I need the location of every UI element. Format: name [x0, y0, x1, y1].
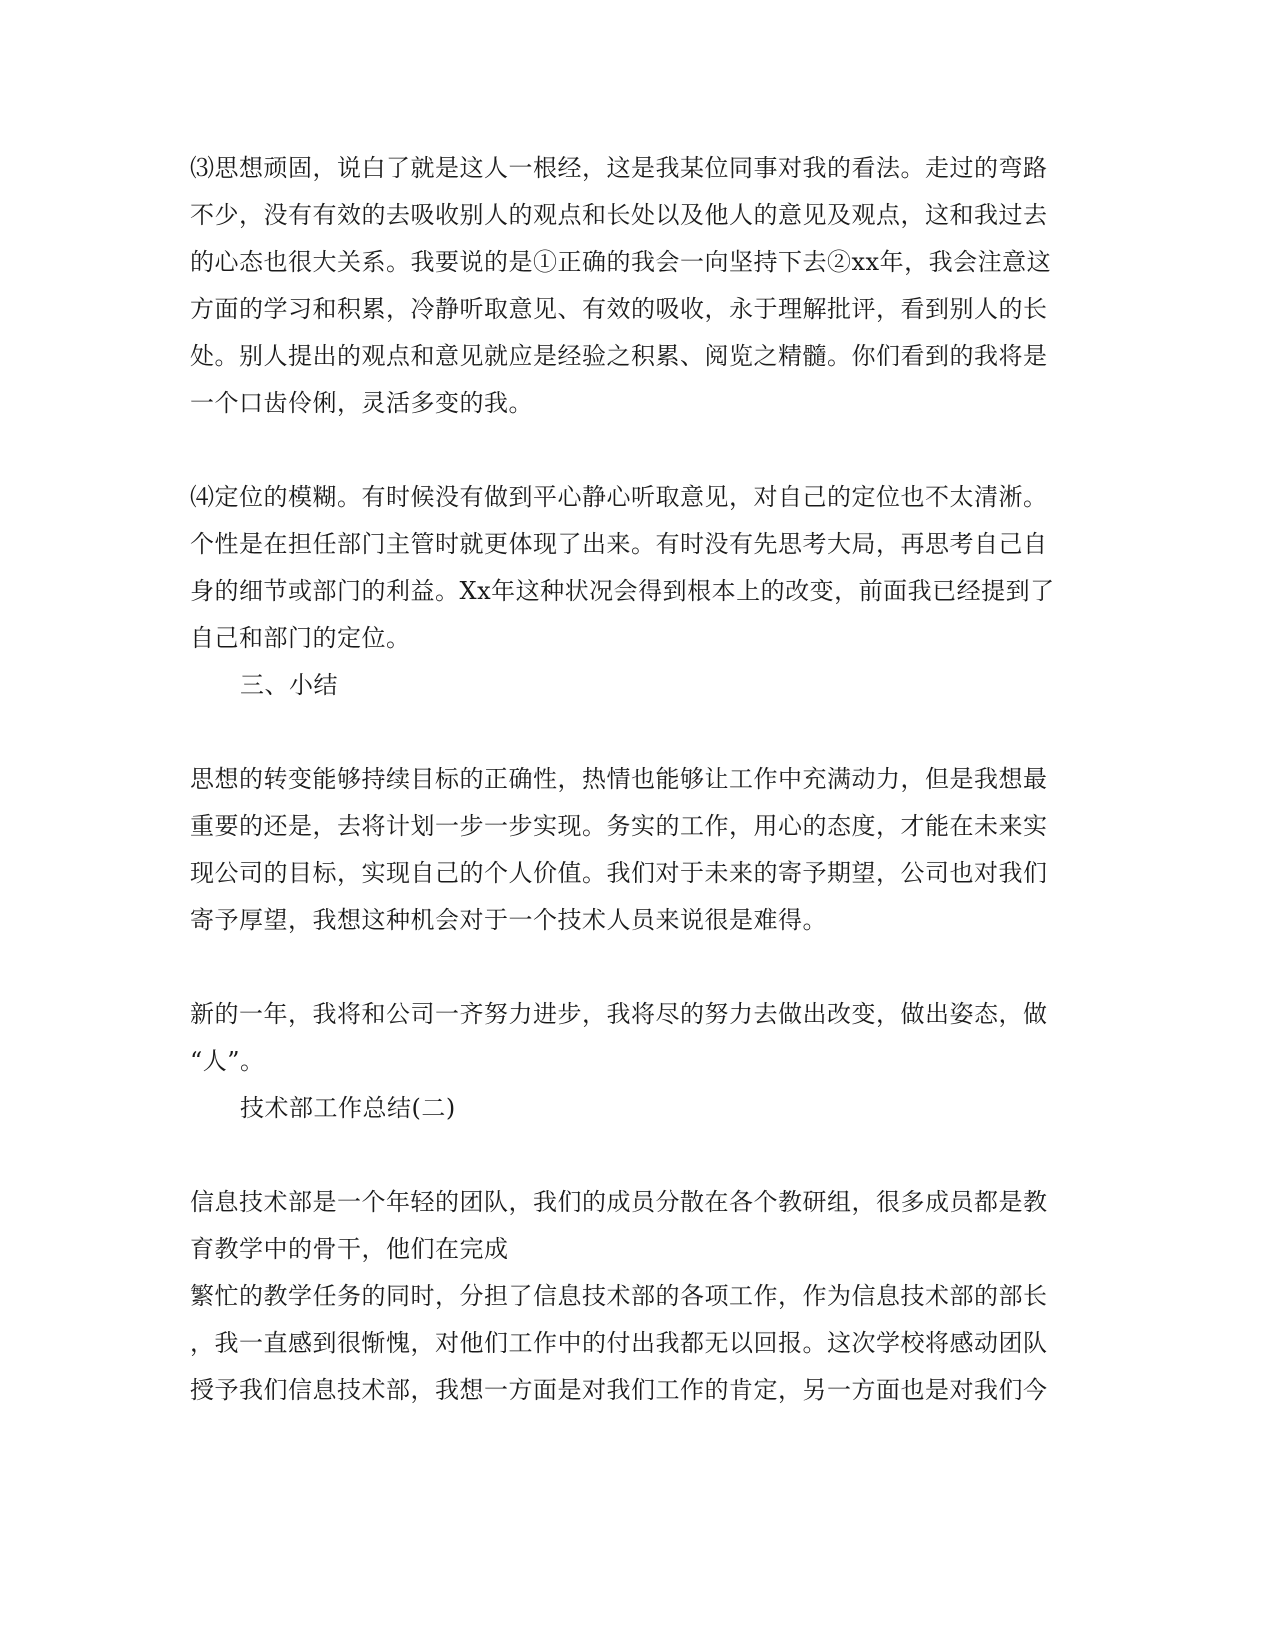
part2-line: 信息技术部是一个年轻的团队，我们的成员分散在各个教研组，很多成员都是教 [190, 1188, 1048, 1216]
summary-line: 思想的转变能够持续目标的正确性，热情也能够让工作中充满动力，但是我想最 [190, 765, 1048, 793]
new-year-line: 新的一年，我将和公司一齐努力进步，我将尽的努力去做出改变，做出姿态，做 [190, 1000, 1048, 1028]
part2-line: 授予我们信息技术部，我想一方面是对我们工作的肯定，另一方面也是对我们今 [190, 1376, 1048, 1404]
paragraph-4-line: 个性是在担任部门主管时就更体现了出来。有时没有先思考大局，再思考自己自 [190, 530, 1048, 558]
part2-line: 繁忙的教学任务的同时，分担了信息技术部的各项工作，作为信息技术部的部长 [190, 1282, 1048, 1310]
paragraph-3-line: 处。别人提出的观点和意见就应是经验之积累、阅览之精髓。你们看到的我将是 [190, 342, 1048, 370]
paragraph-3-line: ⑶思想顽固，说白了就是这人一根经，这是我某位同事对我的看法。走过的弯路 [190, 154, 1048, 182]
summary-line: 寄予厚望，我想这种机会对于一个技术人员来说很是难得。 [190, 906, 827, 934]
paragraph-4-line: ⑷定位的模糊。有时候没有做到平心静心听取意见，对自己的定位也不太清淅。 [190, 483, 1048, 511]
summary-line: 重要的还是，去将计划一步一步实现。务实的工作，用心的态度，才能在未来实 [190, 812, 1048, 840]
paragraph-3-line: 一个口齿伶俐，灵活多变的我。 [190, 389, 533, 417]
paragraph-3-line: 的心态也很大关系。我要说的是①正确的我会一向坚持下去②xx年，我会注意这 [190, 248, 1052, 276]
section-heading-summary: 三、小结 [240, 671, 338, 699]
paragraph-4-line: 自己和部门的定位。 [190, 624, 411, 652]
summary-line: 现公司的目标，实现自己的个人价值。我们对于未来的寄予期望，公司也对我们 [190, 859, 1048, 887]
section-heading-part2: 技术部工作总结(二) [240, 1094, 456, 1122]
paragraph-3-line: 不少，没有有效的去吸收别人的观点和长处以及他人的意见及观点，这和我过去 [190, 201, 1048, 229]
paragraph-3-line: 方面的学习和积累，冷静听取意见、有效的吸收，永于理解批评，看到别人的长 [190, 295, 1048, 323]
new-year-line: “人”。 [190, 1047, 265, 1075]
part2-line: ，我一直感到很惭愧，对他们工作中的付出我都无以回报。这次学校将感动团队 [190, 1329, 1048, 1357]
paragraph-4-line: 身的细节或部门的利益。Xx年这种状况会得到根本上的改变，前面我已经提到了 [190, 577, 1055, 605]
part2-line: 育教学中的骨干，他们在完成 [190, 1235, 509, 1263]
